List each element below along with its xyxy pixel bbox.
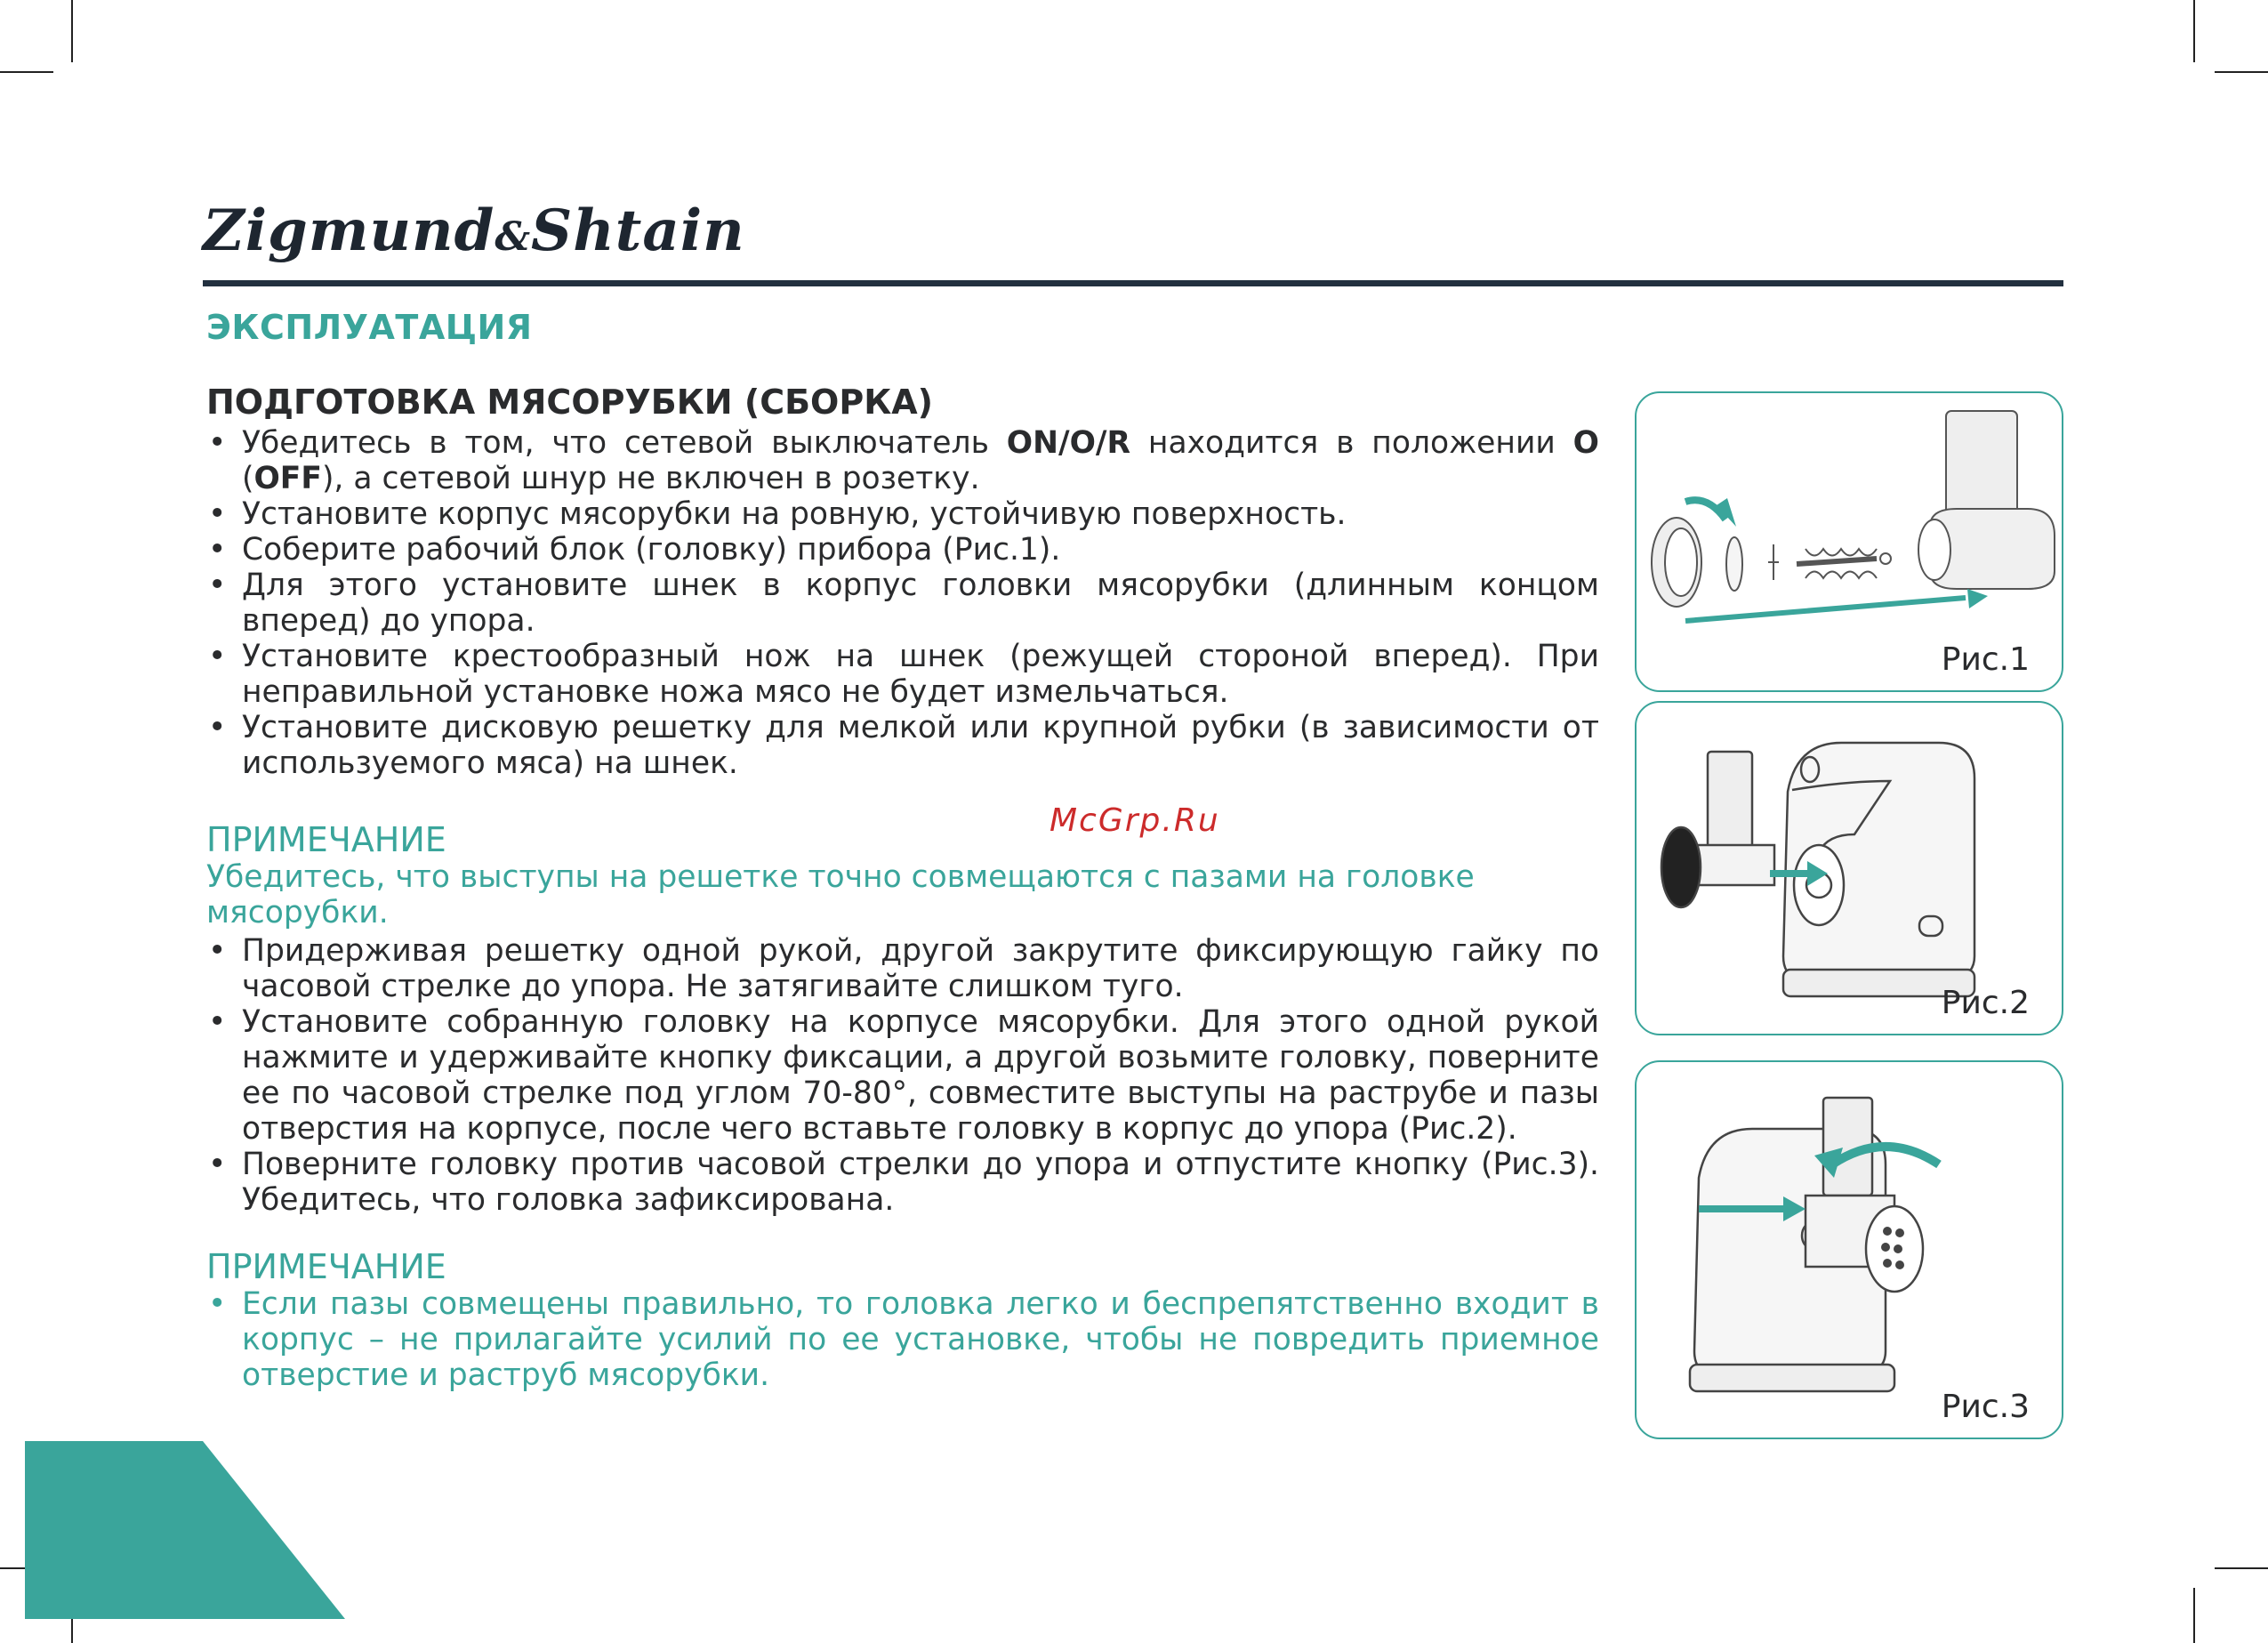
crop-mark (71, 0, 73, 62)
section-title: ЭКСПЛУАТАЦИЯ (206, 308, 533, 347)
figure-1 (1635, 391, 2063, 692)
assembly-title: ПОДГОТОВКА МЯСОРУБКИ (СБОРКА) (206, 383, 934, 422)
list-item: • Установите дисковую решетку для мелкой или крупной рубки (в зависимости от используемого мяса) на шнек. (206, 710, 1599, 781)
list-item: • Установите корпус мясорубки на ровную, устойчивую поверхность. (206, 496, 1599, 532)
crop-mark (2215, 71, 2268, 73)
brand-logo-amp: & (495, 214, 532, 260)
brand-logo-left: Zigmund (203, 197, 495, 264)
list-item: • Установите крестообразный нож на шнек (режущей стороной вперед). При неправильной установке ножа мясо не будет измельчаться. (206, 639, 1599, 710)
note-1 (206, 820, 1599, 930)
brand-logo (203, 197, 745, 264)
figure-2 (1635, 701, 2063, 1035)
figure-3 (1635, 1060, 2063, 1439)
list-item (206, 425, 1599, 496)
brand-logo-right: Shtain (531, 197, 745, 264)
note-label: ПРИМЕЧАНИЕ (206, 820, 446, 859)
corner-decoration (25, 1441, 345, 1619)
assembly-section (206, 383, 1599, 781)
list-item: • Если пазы совмещены правильно, то головка легко и беспрепятственно входит в корпус – не прилагайте усилий по ее установке, чтобы не повредить приемное отверстие и раструб мясорубки. (206, 1286, 1599, 1393)
install-list (206, 933, 1599, 1218)
item-text: находится в положении (1130, 425, 1573, 461)
item-text: ), а сетевой шнур не включен в розетку. (321, 461, 980, 496)
switch-label: ON/O/R (1006, 425, 1131, 461)
fig3-lock-head-illustration (1637, 1062, 2065, 1441)
note-text: Убедитесь, что выступы на решетке точно совмещаются с пазами на головке мясорубки. (206, 859, 1475, 930)
note-label: ПРИМЕЧАНИЕ (206, 1247, 446, 1286)
header-divider (203, 280, 2063, 286)
crop-mark (2193, 0, 2195, 62)
switch-off-label: OFF (253, 461, 322, 496)
figure-caption: Рис.3 (1941, 1389, 2030, 1425)
list-item: • Для этого установите шнек в корпус головки мясорубки (длинным концом вперед) до упора. (206, 568, 1599, 639)
list-item: • Соберите рабочий блок (головку) прибора (Рис.1). (206, 532, 1599, 568)
list-item: • Поверните головку против часовой стрелки до упора и отпустите кнопку (Рис.3). Убедитесь, что головка зафиксирована. (206, 1147, 1599, 1218)
figure-caption: Рис.1 (1941, 641, 2030, 678)
figure-caption: Рис.2 (1941, 985, 2030, 1021)
crop-mark (2193, 1588, 2195, 1643)
item-text: Убедитесь в том, что сетевой выключатель (242, 425, 1007, 461)
switch-position: O (1572, 425, 1599, 461)
note-list (206, 1286, 1599, 1393)
crop-mark (0, 71, 53, 73)
item-text: ( (242, 461, 254, 496)
assembly-list (206, 425, 1599, 781)
list-item: • Установите собранную головку на корпусе мясорубки. Для этого одной рукой нажмите и удерживайте кнопку фиксации, а другой возьмите головку, поверните ее по часовой стрелке под углом 70-80°, совместите выступы на раструбе и пазы отверстия на корпусе, после чего вставьте головку в корпус до упора (Рис.2). (206, 1004, 1599, 1147)
watermark: McGrp.Ru (1050, 802, 1220, 839)
install-section (206, 933, 1599, 1218)
note-2 (206, 1247, 1599, 1393)
list-item: • Придерживая решетку одной рукой, другой закрутите фиксирующую гайку по часовой стрелке до упора. Не затягивайте слишком туго. (206, 933, 1599, 1004)
crop-mark (2215, 1567, 2268, 1569)
